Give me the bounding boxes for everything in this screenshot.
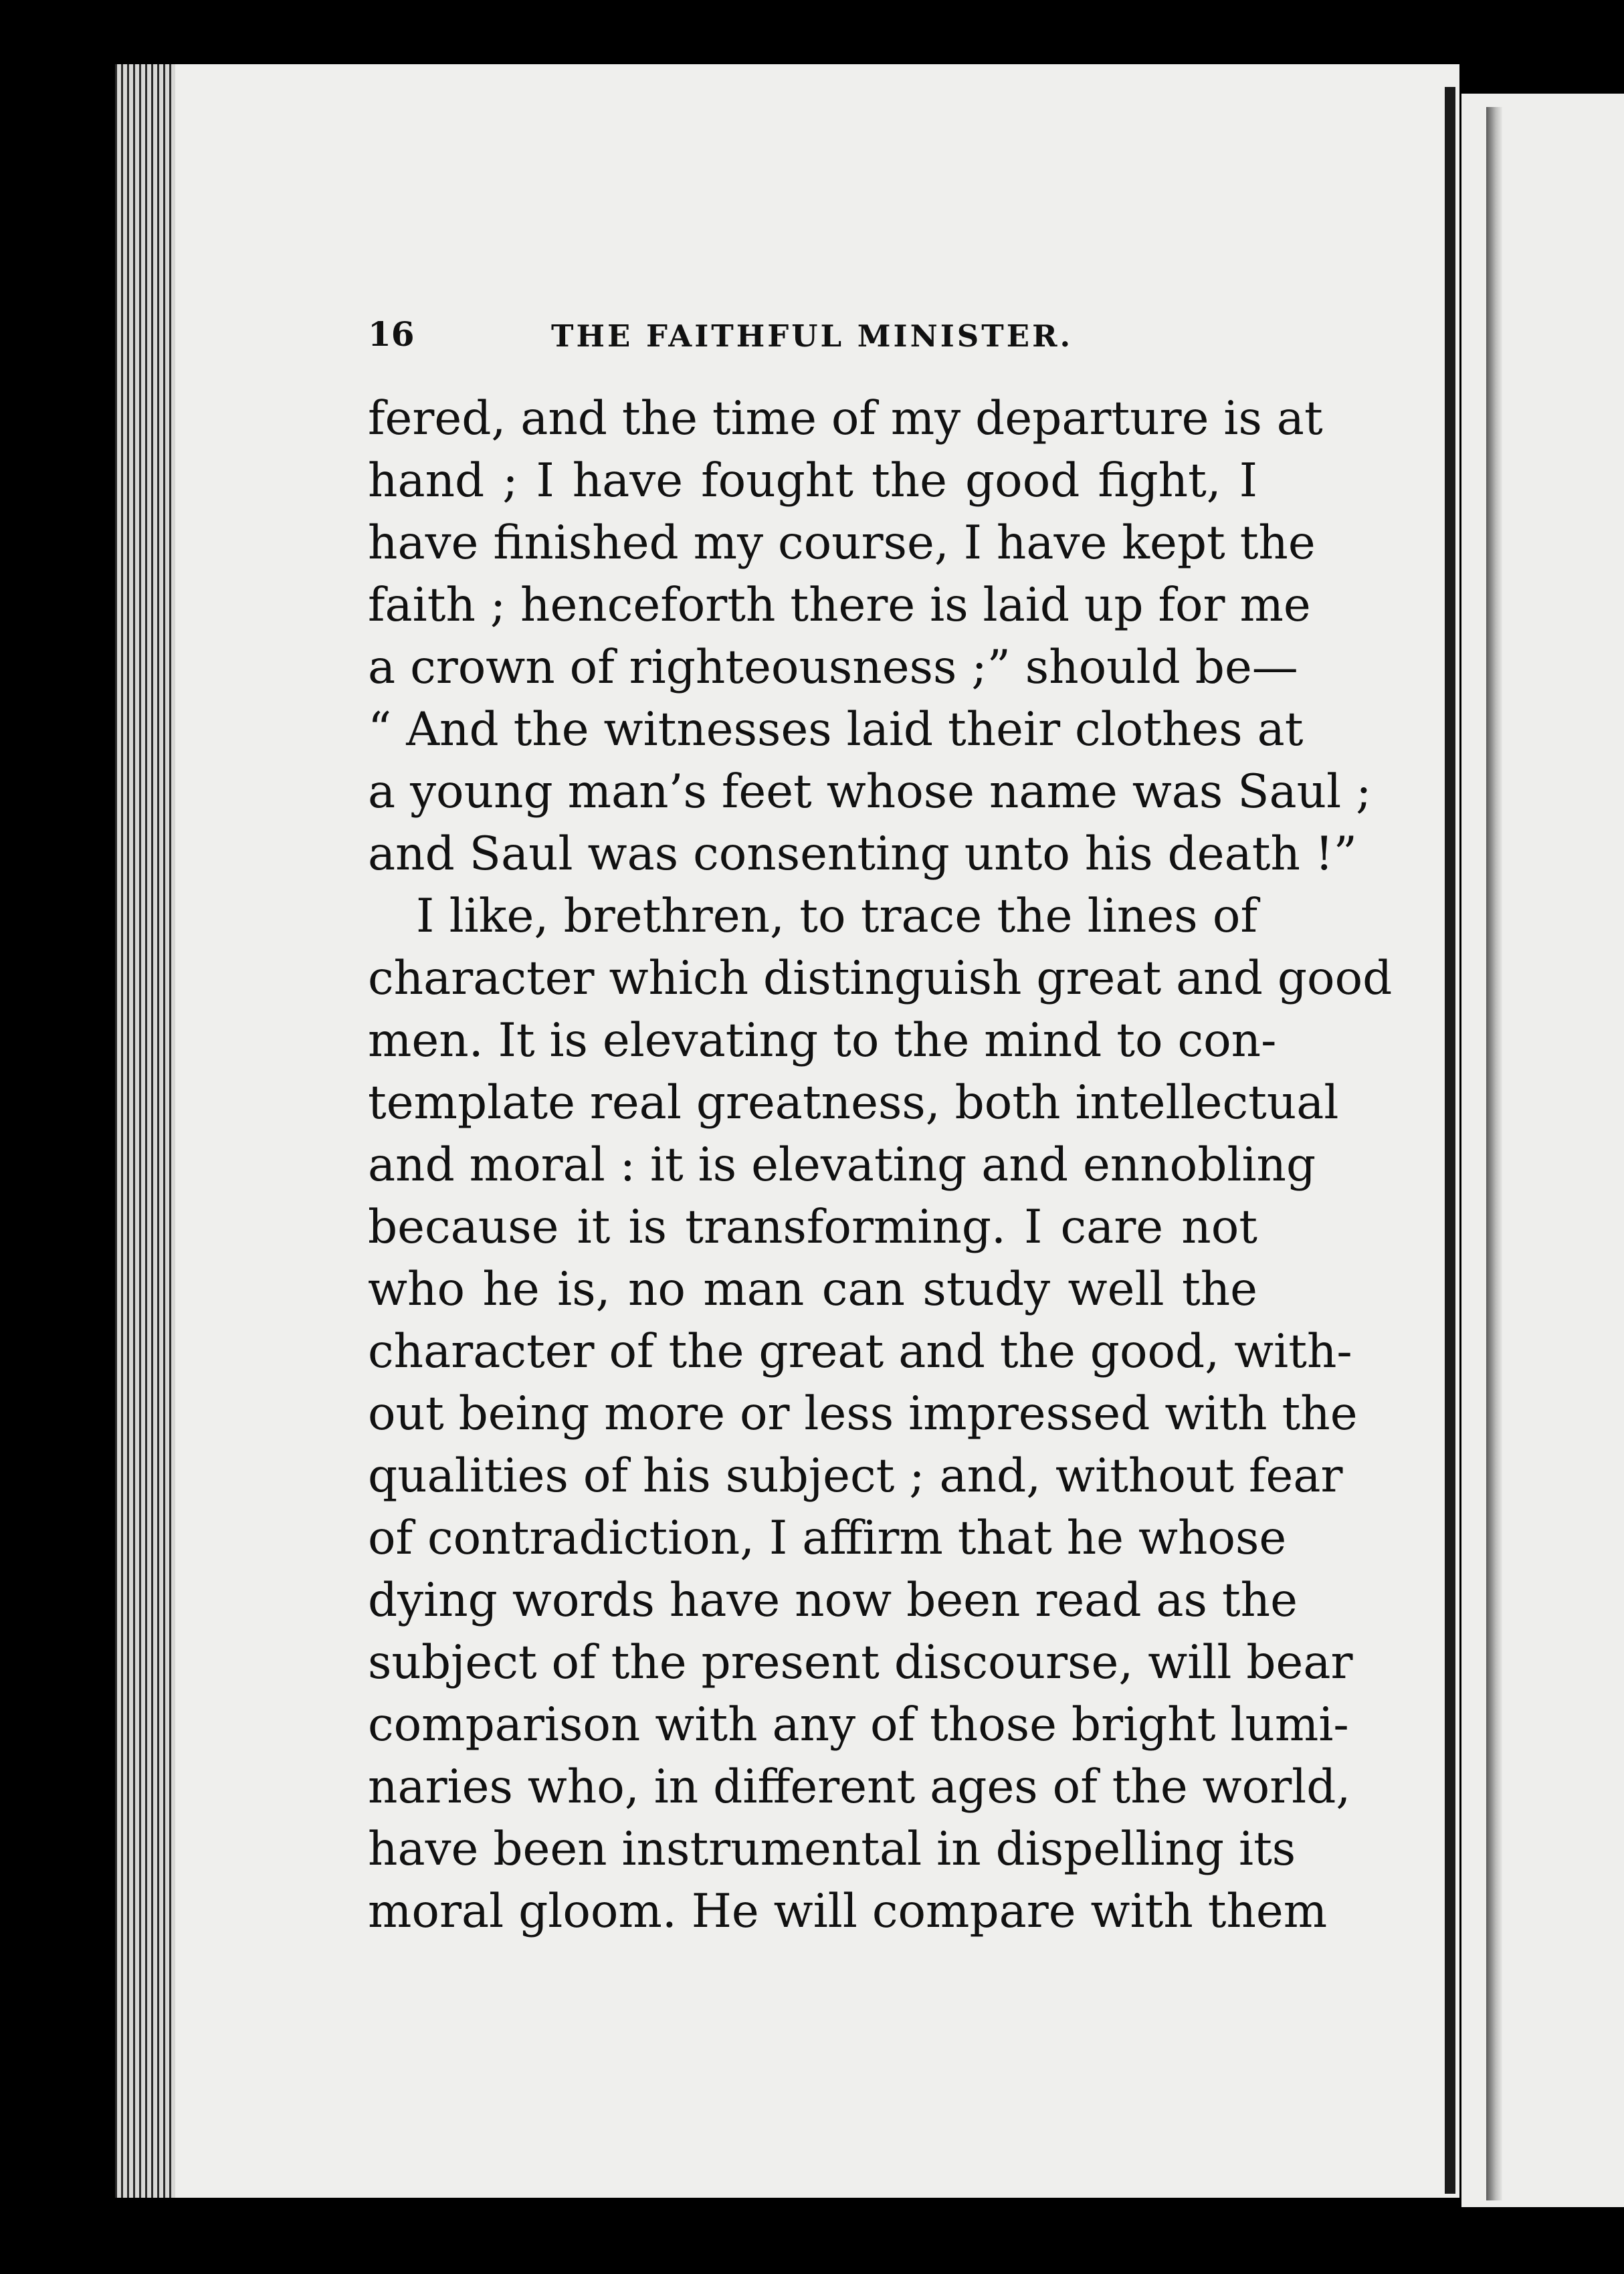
text-line: faith ; henceforth there is laid up for me <box>368 579 1311 632</box>
text-line: of contradiction, I affirm that he whose <box>368 1512 1287 1565</box>
text-line: a crown of righteousness ;” should be— <box>368 641 1298 694</box>
text-line: fered, and the time of my departure is at <box>368 392 1323 445</box>
text-line: qualities of his subject ; and, without fear <box>368 1449 1343 1503</box>
text-line: dying words have now been read as the <box>368 1574 1298 1627</box>
text-line: have finished my course, I have kept the <box>368 516 1316 570</box>
text-line: subject of the present discourse, will bear <box>368 1636 1353 1689</box>
text-line: because it is transforming. I care not <box>368 1201 1257 1254</box>
text-line: naries who, in different ages of the world, <box>368 1760 1351 1814</box>
text-line: a young man’s feet whose name was Saul ; <box>368 765 1372 819</box>
page-number: 16 <box>368 314 415 354</box>
text-line: comparison with any of those bright lumi- <box>368 1698 1349 1752</box>
text-line: character of the great and the good, with- <box>368 1325 1352 1378</box>
text-line: template real greatness, both intellectual <box>368 1076 1339 1130</box>
text-line: men. It is elevating to the mind to con- <box>368 1014 1277 1067</box>
text-line: have been instrumental in dispelling its <box>368 1823 1296 1876</box>
gutter-shadow <box>1445 87 1455 2194</box>
text-line: “ And the witnesses laid their clothes at <box>368 703 1304 756</box>
text-line: I like, brethren, to trace the lines of <box>416 890 1257 943</box>
text-line: and moral : it is elevating and ennobling <box>368 1138 1316 1192</box>
adjacent-page-edge <box>1486 107 1502 2200</box>
text-line: character which distinguish great and good <box>368 952 1393 1005</box>
text-line: who he is, no man can study well the <box>368 1263 1257 1316</box>
running-title: THE FAITHFUL MINISTER. <box>551 318 1074 354</box>
text-line: moral gloom. He will compare with them <box>368 1885 1328 1938</box>
running-header <box>368 314 1264 361</box>
body-text <box>368 388 1393 1943</box>
text-line: hand ; I have fought the good fight, I <box>368 454 1257 508</box>
text-line: and Saul was consenting unto his death !” <box>368 827 1357 881</box>
page-edges <box>115 64 175 2198</box>
text-line: out being more or less impressed with the <box>368 1387 1358 1441</box>
